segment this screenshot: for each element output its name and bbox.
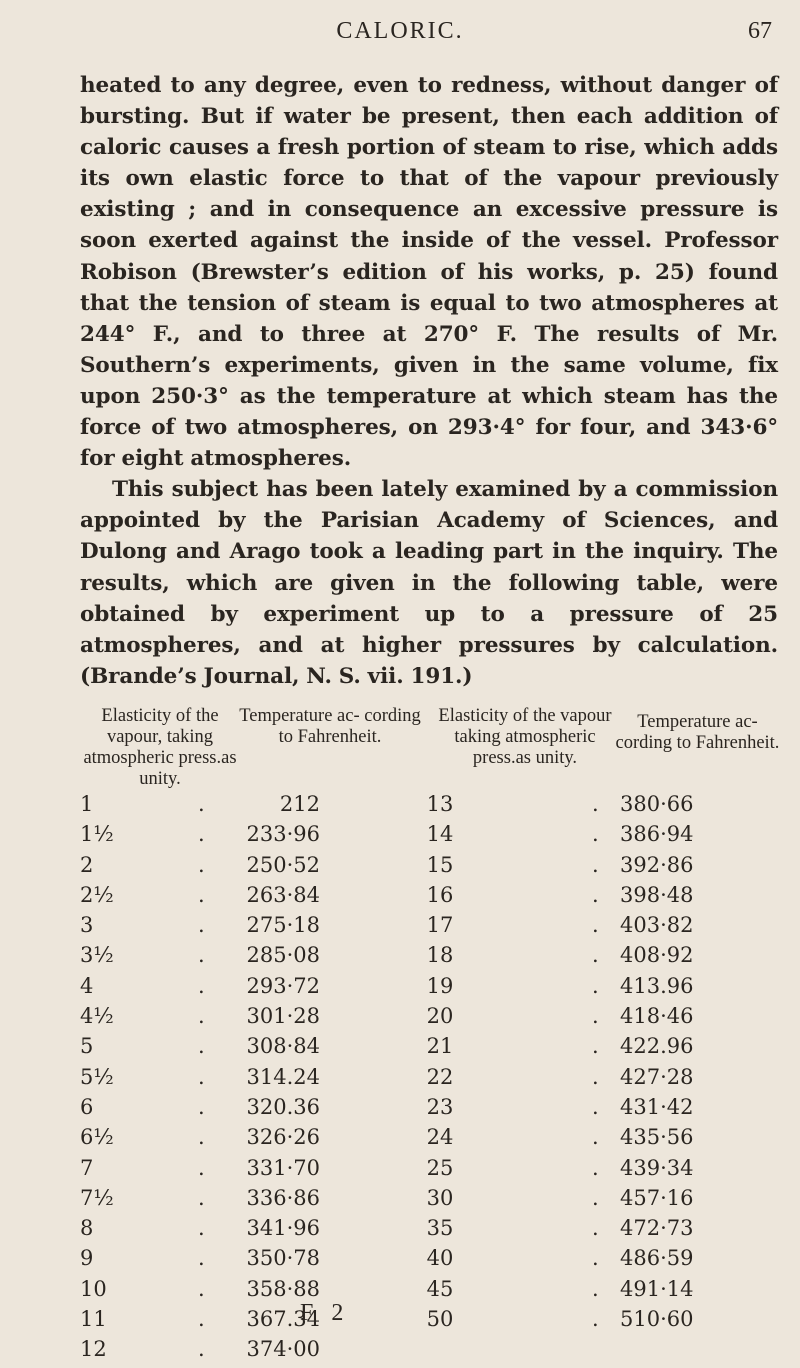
column-header-temperature-2: Temperature ac- cording to Fahrenheit.: [615, 712, 780, 753]
temperature-cell: 341·96: [246, 1216, 320, 1241]
elasticity-cell: 4½: [80, 1004, 114, 1029]
separator-dot: .: [198, 822, 205, 847]
table-row: [80, 822, 790, 852]
table-row: [80, 1065, 790, 1095]
elasticity-cell: 7: [80, 1155, 94, 1180]
elasticity-cell: 6½: [80, 1125, 114, 1150]
separator-dot: .: [198, 1246, 205, 1271]
body-text: [80, 70, 778, 692]
temperature-cell: 350·78: [246, 1246, 320, 1271]
separator-dot: .: [198, 792, 205, 816]
temperature-cell: 427·28: [620, 1064, 694, 1089]
separator-dot: .: [198, 1307, 205, 1332]
temperature-cell: 301·28: [246, 1004, 320, 1029]
elasticity-cell: 7½: [80, 1185, 114, 1210]
table-row: [80, 1246, 790, 1276]
temperature-cell: 392·86: [620, 852, 694, 877]
elasticity-cell: 18: [426, 943, 454, 968]
separator-dot: .: [592, 1307, 599, 1332]
separator-dot: .: [198, 913, 205, 938]
table-row: [80, 1186, 790, 1216]
separator-dot: .: [592, 822, 599, 847]
elasticity-cell: 19: [426, 973, 454, 998]
separator-dot: .: [592, 1276, 599, 1301]
table-row: [80, 1125, 790, 1155]
table-row: [80, 1004, 790, 1034]
separator-dot: .: [198, 943, 205, 968]
table-row: [80, 974, 790, 1004]
elasticity-cell: 21: [426, 1034, 454, 1059]
temperature-cell: 374·00: [246, 1337, 320, 1362]
table-row: [80, 883, 790, 913]
table-row: [80, 792, 790, 822]
temperature-cell: 320.36: [246, 1094, 320, 1119]
temperature-cell: 472·73: [620, 1216, 694, 1241]
temperature-cell: 418·46: [620, 1004, 694, 1029]
paragraph: This subject has been lately examined by a commission appointed by the Parisian Academy of Sciences, and Dulong and Arago took a leading part in the inquiry. The results, which are given in the following table, were obtained by experiment up to a pressure of 25 atmospheres, and at higher pressures by calculation. (Brande’s Journal, N. S. vii. 191.): [80, 477, 778, 689]
elasticity-cell: 10: [80, 1276, 107, 1301]
elasticity-cell: 6: [80, 1094, 94, 1119]
separator-dot: .: [592, 792, 599, 816]
temperature-cell: 380·66: [620, 792, 694, 816]
elasticity-cell: 25: [426, 1155, 454, 1180]
temperature-cell: 386·94: [620, 822, 694, 847]
temperature-cell: 275·18: [246, 913, 320, 938]
temperature-cell: 331·70: [246, 1155, 320, 1180]
elasticity-cell: 2½: [80, 882, 114, 907]
table-row: [80, 913, 790, 943]
elasticity-cell: 15: [426, 852, 454, 877]
elasticity-cell: 3½: [80, 943, 114, 968]
elasticity-cell: 40: [426, 1246, 454, 1271]
separator-dot: .: [592, 1094, 599, 1119]
separator-dot: .: [198, 973, 205, 998]
elasticity-cell: 30: [426, 1185, 454, 1210]
temperature-cell: 367.34: [246, 1307, 320, 1332]
elasticity-cell: 3: [80, 913, 94, 938]
separator-dot: .: [198, 1034, 205, 1059]
separator-dot: .: [592, 852, 599, 877]
separator-dot: .: [198, 1185, 205, 1210]
elasticity-cell: 24: [426, 1125, 454, 1150]
elasticity-cell: 5: [80, 1034, 94, 1059]
elasticity-cell: 4: [80, 973, 94, 998]
temperature-cell: 308·84: [246, 1034, 320, 1059]
separator-dot: .: [592, 943, 599, 968]
table-row: [80, 853, 790, 883]
separator-dot: .: [198, 1094, 205, 1119]
elasticity-cell: 5½: [80, 1064, 114, 1089]
temperature-cell: 431·42: [620, 1094, 694, 1119]
elasticity-cell: 1: [80, 792, 94, 816]
temperature-cell: 510·60: [620, 1307, 694, 1332]
elasticity-cell: 8: [80, 1216, 94, 1241]
elasticity-cell: 35: [426, 1216, 454, 1241]
elasticity-cell: 12: [80, 1337, 107, 1362]
table-row: [80, 1095, 790, 1125]
separator-dot: .: [198, 882, 205, 907]
table-body: [80, 792, 790, 1368]
table-row: [80, 1337, 790, 1367]
temperature-cell: 486·59: [620, 1246, 694, 1271]
elasticity-cell: 9: [80, 1246, 94, 1271]
temperature-cell: 439·34: [620, 1155, 694, 1180]
temperature-cell: 293·72: [246, 973, 320, 998]
separator-dot: .: [592, 1034, 599, 1059]
temperature-cell: 491·14: [620, 1276, 694, 1301]
elasticity-cell: 16: [426, 882, 454, 907]
separator-dot: .: [198, 1155, 205, 1180]
elasticity-cell: 1½: [80, 822, 114, 847]
elasticity-cell: 17: [426, 913, 454, 938]
temperature-cell: 285·08: [246, 943, 320, 968]
separator-dot: .: [592, 1185, 599, 1210]
separator-dot: .: [592, 1004, 599, 1029]
elasticity-cell: 2: [80, 852, 94, 877]
temperature-cell: 398·48: [620, 882, 694, 907]
separator-dot: .: [592, 1246, 599, 1271]
elasticity-cell: 11: [80, 1307, 107, 1332]
page-number: 67: [748, 18, 772, 44]
temperature-cell: 413.96: [620, 973, 694, 998]
separator-dot: .: [198, 1004, 205, 1029]
column-header-elasticity-1: Elasticity of the vapour, taking atmospheric press.as unity.: [83, 706, 237, 789]
separator-dot: .: [592, 1064, 599, 1089]
page-header: [0, 18, 800, 58]
separator-dot: .: [198, 1337, 205, 1362]
temperature-cell: 326·26: [246, 1125, 320, 1150]
table-row: [80, 1156, 790, 1186]
temperature-cell: 358·88: [246, 1276, 320, 1301]
temperature-cell: 336·86: [246, 1185, 320, 1210]
separator-dot: .: [198, 852, 205, 877]
temperature-cell: 212: [279, 792, 320, 816]
table-row: [80, 1216, 790, 1246]
separator-dot: .: [592, 882, 599, 907]
paragraph: heated to any degree, even to redness, without danger of bursting. But if water be present, then each addition of caloric causes a fresh portion of steam to rise, which adds its own elastic force to that of the vapour previously existing ; and in consequence an excessive pressure is soon exerted against the inside of the vessel. Professor Robison (Brewster’s edition of his works, p. 25) found that the tension of steam is equal to two atmospheres at 244° F., and to three at 270° F. The results of Mr. Southern’s experiments, given in the same volume, fix upon 250·3° as the temperature at which steam has the force of two atmospheres, on 293·4° for four, and 343·6° for eight atmospheres.: [80, 73, 778, 472]
temperature-cell: 403·82: [620, 913, 694, 938]
column-header-elasticity-2: Elasticity of the vapour taking atmospheric press.as unity.: [438, 706, 612, 768]
elasticity-cell: 22: [426, 1064, 454, 1089]
elasticity-cell: 14: [426, 822, 454, 847]
separator-dot: .: [198, 1276, 205, 1301]
temperature-cell: 408·92: [620, 943, 694, 968]
separator-dot: .: [592, 913, 599, 938]
table-row: [80, 1277, 790, 1307]
separator-dot: .: [592, 973, 599, 998]
temperature-cell: 263·84: [246, 882, 320, 907]
elasticity-cell: 23: [426, 1094, 454, 1119]
elasticity-cell: 13: [426, 792, 454, 816]
temperature-cell: 250·52: [246, 852, 320, 877]
temperature-cell: 435·56: [620, 1125, 694, 1150]
column-header-temperature-1: Temperature ac- cording to Fahrenheit.: [239, 706, 421, 747]
elasticity-cell: 45: [426, 1276, 454, 1301]
separator-dot: .: [198, 1064, 205, 1089]
separator-dot: .: [592, 1125, 599, 1150]
temperature-cell: 457·16: [620, 1185, 694, 1210]
temperature-cell: 314.24: [246, 1064, 320, 1089]
table-row: [80, 1307, 790, 1337]
separator-dot: .: [198, 1125, 205, 1150]
temperature-cell: 422.96: [620, 1034, 694, 1059]
temperature-cell: 233·96: [246, 822, 320, 847]
running-title: CALORIC.: [336, 18, 464, 44]
separator-dot: .: [592, 1216, 599, 1241]
separator-dot: .: [592, 1155, 599, 1180]
separator-dot: .: [198, 1216, 205, 1241]
table-row: [80, 943, 790, 973]
signature-mark: F 2: [300, 1300, 350, 1326]
elasticity-cell: 20: [426, 1004, 454, 1029]
elasticity-cell: 50: [426, 1307, 454, 1332]
table-row: [80, 1034, 790, 1064]
